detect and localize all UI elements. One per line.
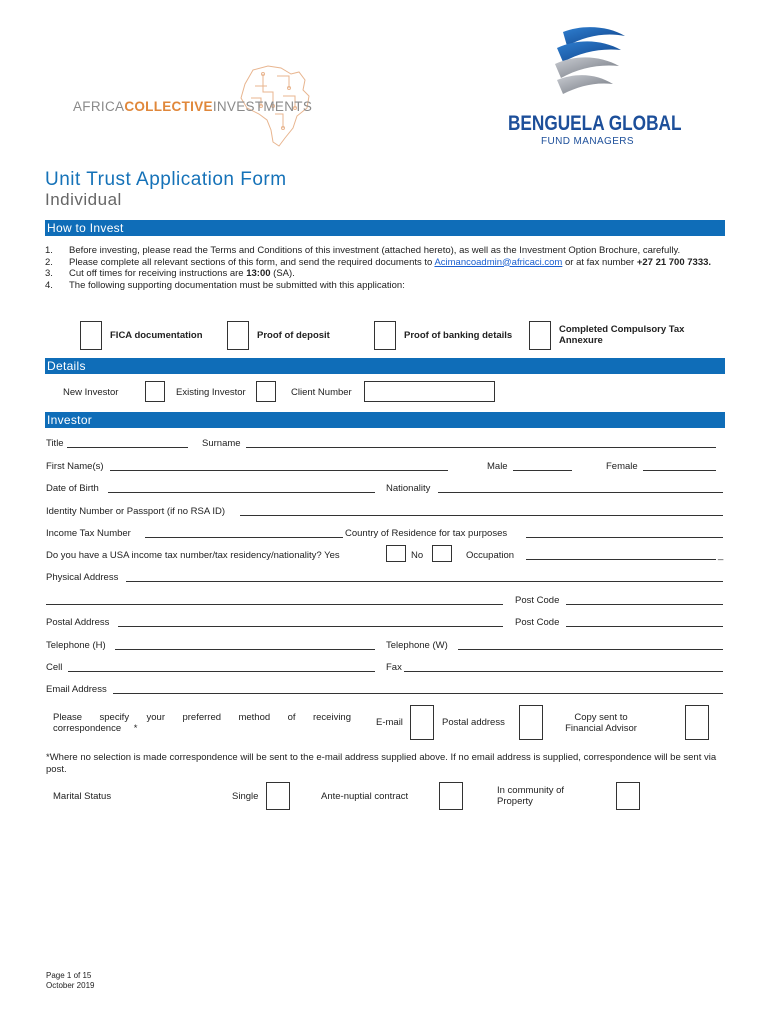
page-number: Page 1 of 15 [46,971,92,980]
country-residence-field[interactable] [526,537,723,538]
proof-of-deposit-checkbox[interactable] [227,321,249,350]
physical-address-label: Physical Address [46,572,119,583]
community-property-checkbox[interactable] [616,782,640,810]
title-label: Title [46,438,64,449]
post-code-field[interactable] [566,604,723,605]
male-label: Male [487,461,508,472]
instruction-text: Please complete all relevant sections of this form, and send the required documents to [69,256,435,268]
aci-logo [73,62,313,152]
instruction-number: 4. [45,279,53,291]
fica-label: FICA documentation [110,330,203,341]
first-names-label: First Name(s) [46,461,104,472]
telephone-h-label: Telephone (H) [46,640,106,651]
postal-address-field[interactable] [118,626,503,627]
existing-investor-checkbox[interactable] [256,381,276,402]
email-option-label: E-mail [376,717,403,728]
aci-logo-text-2: COLLECTIVE [124,99,213,114]
instruction-text: Before investing, please read the Terms and Conditions of this investment (attached hereto), as well as the Investment Option Brochure, carefully. [69,245,681,256]
fax-number: +27 21 700 7333. [636,256,712,268]
instructions-list [45,245,725,291]
fica-checkbox[interactable] [80,321,102,350]
correspondence-question: Please specify your preferred method of receiving correspondence * [53,712,351,734]
id-number-field[interactable] [240,515,723,516]
usa-question-label: Do you have a USA income tax number/tax residency/nationality? Yes [46,550,340,561]
proof-of-banking-label: Proof of banking details [404,330,513,341]
benguela-swirl-icon [543,22,635,102]
email-option-checkbox[interactable] [410,705,434,740]
tax-annexure-checkbox[interactable] [529,321,551,350]
form-subtitle: Individual [45,190,122,209]
telephone-w-field[interactable] [458,649,723,650]
proof-of-deposit-label: Proof of deposit [257,330,330,341]
post-code-2-label: Post Code [515,617,560,628]
instruction-text: Cut off times for receiving instructions are [69,268,247,279]
instruction-number: 2. [45,256,53,268]
country-residence-label: Country of Residence for tax purposes [345,528,508,539]
occupation-end: _ [718,550,724,561]
new-investor-label: New Investor [63,387,119,398]
cell-field[interactable] [68,671,375,672]
single-label: Single [232,791,259,802]
postal-address-label: Postal Address [46,617,110,628]
instruction-item [45,245,725,257]
telephone-w-label: Telephone (W) [386,640,448,651]
instruction-number: 1. [45,245,53,256]
surname-label: Surname [202,438,241,449]
footer-date: October 2019 [46,981,95,990]
proof-of-banking-checkbox[interactable] [374,321,396,350]
usa-no-label: No [411,550,424,561]
instruction-item [45,268,725,280]
usa-yes-checkbox[interactable] [386,545,406,562]
instruction-text: or at fax number [562,256,637,268]
tax-annexure-label: Completed Compulsory Tax Annexure [559,324,685,346]
antenuptial-checkbox[interactable] [439,782,463,810]
instruction-item [45,257,725,269]
nationality-field[interactable] [438,492,723,493]
usa-no-checkbox[interactable] [432,545,452,562]
new-investor-checkbox[interactable] [145,381,165,402]
female-label: Female [606,461,638,472]
occupation-label: Occupation [466,550,515,561]
telephone-h-field[interactable] [115,649,375,650]
instruction-text: The following supporting documentation must be submitted with this application: [69,279,405,291]
male-field[interactable] [513,470,572,471]
cell-label: Cell [46,662,63,673]
copy-advisor-checkbox[interactable] [685,705,709,740]
benguela-logo-line1: BENGUELA GLOBAL [508,112,682,135]
aci-logo-text-3: INVESTMENTS [212,99,313,114]
dob-label: Date of Birth [46,483,99,494]
nationality-label: Nationality [386,483,431,494]
occupation-field[interactable] [526,559,716,560]
existing-investor-label: Existing Investor [176,387,246,398]
physical-address-field-2[interactable] [46,604,503,605]
email-address-label: Email Address [46,684,107,695]
title-field[interactable] [67,447,188,448]
single-checkbox[interactable] [266,782,290,810]
benguela-logo-line2: FUND MANAGERS [541,136,634,147]
how-to-invest-heading: How to Invest [45,220,725,236]
instruction-text: (SA). [270,268,295,279]
client-number-field[interactable] [364,381,495,402]
antenuptial-label: Ante-nuptial contract [321,791,409,802]
investor-heading: Investor [45,412,725,428]
cutoff-time: 13:00 [246,268,271,279]
marital-status-label: Marital Status [53,791,112,802]
form-title: Unit Trust Application Form [45,169,287,190]
correspondence-note: *Where no selection is made correspondence will be sent to the e-mail address supplied above. If no email address is supplied, correspondence will be sent via post. [46,752,717,775]
client-number-label: Client Number [291,387,352,398]
instruction-item [45,280,725,292]
admin-email-link[interactable]: Acimancoadmin@africaci.com [434,256,563,268]
dob-field[interactable] [108,492,375,493]
post-code-label: Post Code [515,595,560,606]
fax-field[interactable] [404,671,723,672]
postal-option-checkbox[interactable] [519,705,543,740]
physical-address-field-1[interactable] [126,581,723,582]
post-code-2-field[interactable] [566,626,723,627]
details-heading: Details [45,358,725,374]
surname-field[interactable] [246,447,716,448]
aci-logo-text-1: AFRICA [73,99,125,114]
income-tax-field[interactable] [145,537,343,538]
community-property-label: In community of Property [497,785,565,807]
female-field[interactable] [643,470,716,471]
instruction-number: 3. [45,268,53,279]
first-names-field[interactable] [110,470,448,471]
email-address-field[interactable] [113,693,723,694]
fax-label: Fax [386,662,402,673]
postal-option-label: Postal address [442,717,505,728]
id-number-label: Identity Number or Passport (if no RSA ID) [46,506,225,517]
copy-advisor-label: Copy sent to Financial Advisor [565,712,637,734]
income-tax-label: Income Tax Number [46,528,131,539]
benguela-logo [505,22,682,152]
